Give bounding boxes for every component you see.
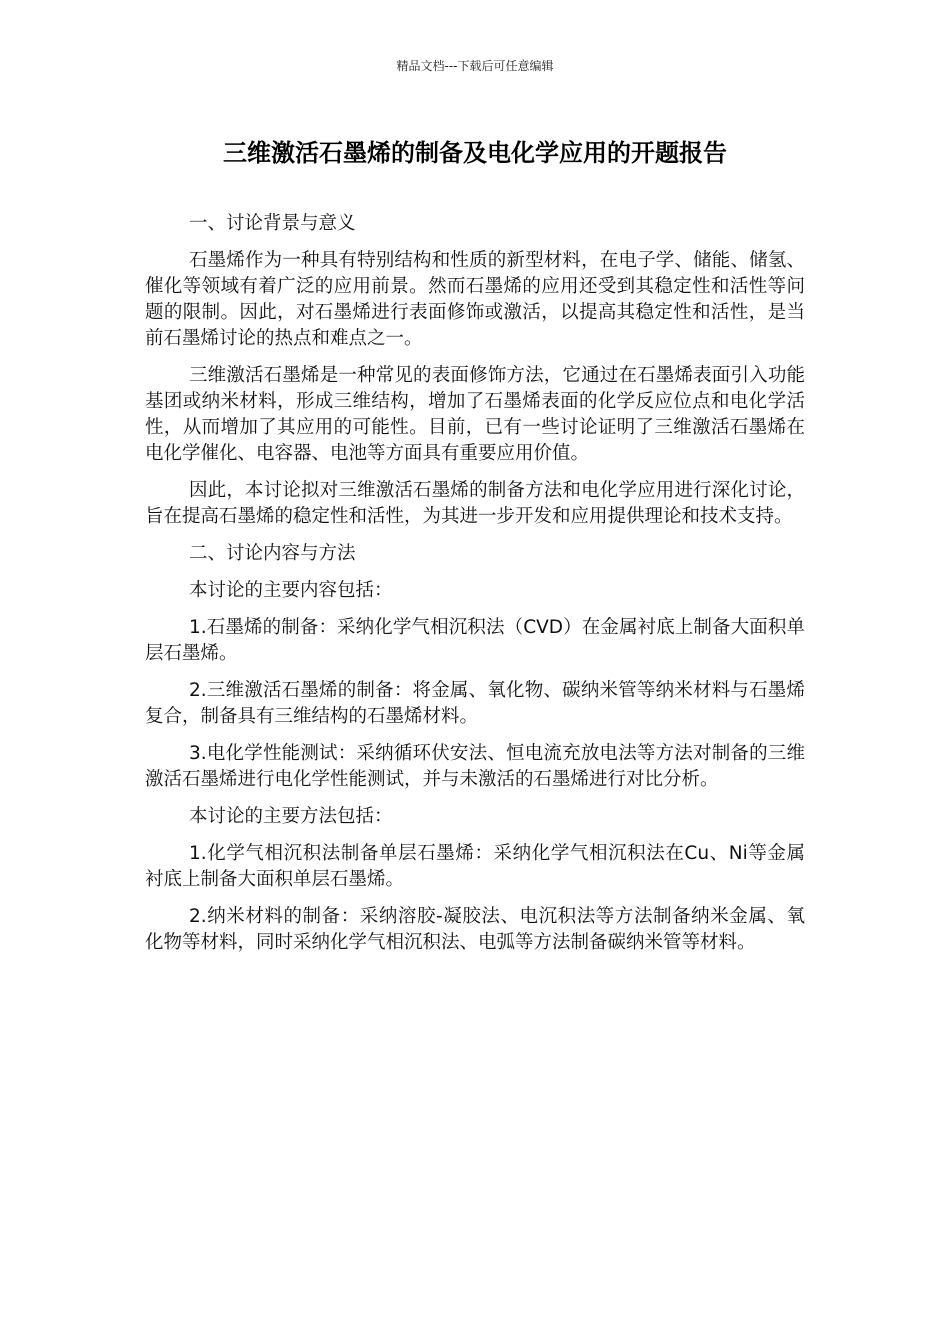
list-item-content-1: 1.石墨烯的制备：采纳化学气相沉积法（CVD）在金属衬底上制备大面积单层石墨烯。: [145, 617, 805, 664]
list-item-content-3: 3.电化学性能测试：采纳循环伏安法、恒电流充放电法等方法对制备的三维激活石墨烯进行电化学性能测试，并与未激活的石墨烯进行对比分析。: [145, 743, 805, 790]
paragraph-background-2: 三维激活石墨烯是一种常见的表面修饰方法，它通过在石墨烯表面引入功能基团或纳米材料，形成三维结构，增加了石墨烯表面的化学反应位点和电化学活性，从而增加了其应用的可能性。目前，已有一些讨论证明了三维激活石墨烯在电化学催化、电容器、电池等方面具有重要应用价值。: [145, 365, 805, 464]
header-note: 精品文档---下载后可任意编辑: [396, 59, 554, 73]
section-heading-background: 一、讨论背景与意义: [189, 213, 356, 234]
document-title: 三维激活石墨烯的制备及电化学应用的开题报告: [223, 139, 727, 167]
document-body: [145, 211, 805, 967]
paragraph-background-3: 因此，本讨论拟对三维激活石墨烯的制备方法和电化学应用进行深化讨论，旨在提高石墨烯的稳定性和活性，为其进一步开发和应用提供理论和技术支持。: [145, 480, 805, 527]
paragraph-background-1: 石墨烯作为一种具有特别结构和性质的新型材料，在电子学、储能、储氢、催化等领域有着广泛的应用前景。然而石墨烯的应用还受到其稳定性和活性等问题的限制。因此，对石墨烯进行表面修饰或激活，以提高其稳定性和活性，是当前石墨烯讨论的热点和难点之一。: [145, 250, 805, 349]
list-item-method-2: 2.纳米材料的制备：采纳溶胶-凝胶法、电沉积法等方法制备纳米金属、氧化物等材料，同时采纳化学气相沉积法、电弧等方法制备碳纳米管等材料。: [145, 906, 805, 953]
paragraph-methods-intro: 本讨论的主要方法包括：: [189, 806, 393, 827]
list-item-content-2: 2.三维激活石墨烯的制备：将金属、氧化物、碳纳米管等纳米材料与石墨烯复合，制备具有三维结构的石墨烯材料。: [145, 680, 805, 727]
section-heading-content: 二、讨论内容与方法: [189, 543, 356, 564]
list-item-method-1: 1.化学气相沉积法制备单层石墨烯：采纳化学气相沉积法在Cu、Ni等金属衬底上制备大面积单层石墨烯。: [145, 843, 805, 890]
paragraph-content-intro: 本讨论的主要内容包括：: [189, 580, 393, 601]
